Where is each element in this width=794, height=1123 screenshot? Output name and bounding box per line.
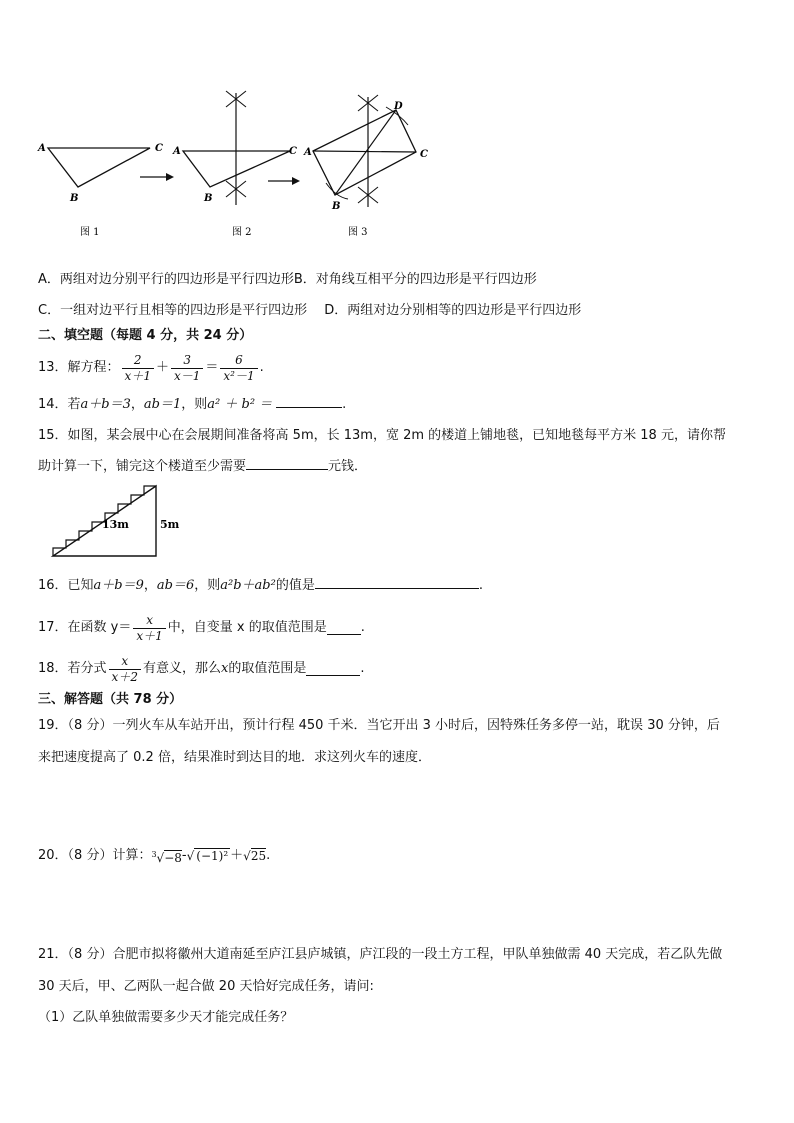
q15-answer-blank[interactable] [246, 457, 328, 470]
fig1-label-a: A [38, 143, 46, 154]
q18-suffix: 的取值范围是 [228, 661, 307, 676]
fig1-label-c: C [155, 143, 163, 154]
q14-expr-1: a＋b＝3 [80, 397, 131, 412]
question-13 [38, 348, 264, 388]
q14-prefix: 14．若 [38, 397, 81, 412]
q14-expr-3: a² ＋ b² ＝ [207, 397, 273, 412]
q17-fraction [133, 613, 165, 644]
fig1-label-b: B [70, 193, 79, 204]
q16-sep: ， [143, 578, 157, 593]
q16-expr-2: ab＝6 [156, 578, 195, 593]
fig2-caption: 图 2 [232, 227, 252, 238]
figure-3-parallelogram [303, 95, 428, 238]
fig3-label-c: C [420, 149, 428, 160]
q12-options-line1: A．两组对边分别平行的四边形是平行四边形B．对角线互相平分的四边形是平行四边形 [38, 272, 537, 287]
q13-equals: ＝ [205, 360, 219, 375]
q13-plus: ＋ [155, 360, 169, 375]
q16-expr-1: a＋b＝9 [93, 578, 144, 593]
q14-answer-blank[interactable] [276, 395, 342, 408]
q17-answer-blank[interactable] [327, 622, 361, 635]
q12-options-line2: C．一组对边平行且相等的四边形是平行四边形 D．两组对边分别相等的四边形是平行四边形 [38, 303, 582, 318]
section-2-title: 二、填空题（每题 4 分，共 24 分） [38, 328, 253, 343]
fig3-label-a: A [304, 147, 312, 158]
fig3-caption: 图 3 [348, 227, 368, 238]
q20-cube-root: $^3$√−8 [151, 849, 182, 865]
fig3-label-d: D [394, 101, 403, 112]
q18-answer-blank[interactable] [306, 663, 360, 676]
q17-prefix: 17．在函数 y＝ [38, 620, 132, 635]
q18-end: . [360, 661, 365, 676]
q15-line1: 15．如图，某会展中心在会展期间准备将高 5m，长 13m，宽 2m 的楼道上铺地毯，已知地毯每平方米 18 元，请你帮 [38, 428, 726, 443]
fig1-caption: 图 1 [80, 227, 100, 238]
q14-end: . [342, 397, 347, 412]
q20-sqrt2-radicand: 25 [250, 849, 267, 863]
q14-mid: ，则 [181, 397, 208, 412]
q20-prefix: 20．（8 分）计算： [38, 848, 152, 863]
staircase-height-label: 5m [160, 518, 180, 531]
q13-end: . [259, 360, 264, 375]
q14-sep: ， [130, 397, 144, 412]
q21-line2: 30 天后，甲、乙两队一起合做 20 天恰好完成任务，请问: [38, 979, 374, 994]
fig2-label-b: B [204, 193, 213, 204]
q17-numerator: x [133, 613, 165, 629]
question-17 [38, 608, 365, 648]
q16-expr-3: a²b＋ab² [220, 578, 276, 593]
q13-prefix: 13．解方程： [38, 360, 120, 375]
q20-sqrt: √ (−1)² [186, 849, 229, 863]
figure-2-triangle [172, 91, 297, 238]
q18-var: x [220, 661, 229, 676]
q16-prefix: 16．已知 [38, 578, 94, 593]
q20-plus: ＋ [230, 848, 244, 863]
q13-fraction-1 [122, 353, 154, 384]
q19-line2: 来把速度提高了 0.2 倍，结果准时到达目的地．求这列火车的速度． [38, 750, 431, 765]
question-18 [38, 649, 364, 689]
section-3-title: 三、解答题（共 78 分） [38, 692, 183, 707]
q13-f2-denominator: x－1 [173, 368, 201, 383]
staircase-figure [50, 482, 190, 562]
q13-f1-numerator: 2 [122, 353, 154, 369]
fig3-label-b: B [332, 201, 341, 212]
q13-f3-denominator: x²－1 [223, 368, 255, 383]
q20-minus: - [181, 848, 187, 863]
q19-line1: 19．（8 分）一列火车从车站开出，预计行程 450 千米．当它开出 3 小时后，因特殊任务多停一站，耽误 30 分钟，后 [38, 718, 720, 733]
figure-1-triangle [37, 143, 163, 238]
q17-suffix: 中，自变量 x 的取值范围是 [167, 620, 327, 635]
q18-prefix: 18．若分式 [38, 661, 107, 676]
q14-expr-2: ab＝1 [143, 397, 182, 412]
q16-suffix: 的值是 [275, 578, 315, 593]
fig2-label-c: C [289, 146, 297, 157]
q21-sub1: （1）乙队单独做需要多少天才能完成任务？ [38, 1010, 294, 1025]
q13-f3-numerator: 6 [220, 353, 257, 369]
q17-end: . [360, 620, 365, 635]
geometry-figures [30, 85, 450, 245]
question-16 [38, 576, 483, 596]
staircase-length-label: 13m [102, 518, 129, 531]
q20-sqrt-radicand: (−1)² [196, 849, 229, 863]
q16-end: . [478, 578, 483, 593]
q20-end: . [266, 848, 271, 863]
q13-fraction-2 [171, 353, 203, 384]
question-20 [38, 842, 270, 870]
q16-mid: ，则 [194, 578, 221, 593]
fig2-label-a: A [173, 146, 181, 157]
q13-fraction-3 [220, 353, 257, 384]
q15-line2-end: 元钱． [328, 459, 368, 474]
q13-f2-numerator: 3 [171, 353, 203, 369]
q18-denominator: x＋2 [111, 669, 138, 684]
q18-fraction [109, 654, 141, 685]
q13-f1-denominator: x＋1 [124, 368, 151, 383]
q15-line2-text: 助计算一下，铺完这个楼道至少需要 [38, 459, 247, 474]
q15-line2 [38, 457, 367, 477]
q21-line1: 21．（8 分）合肥市拟将徽州大道南延至庐江县庐城镇，庐江段的一段土方工程，甲队单独做需 40 天完成，若乙队先做 [38, 947, 723, 962]
q18-mid: 有意义，那么 [142, 661, 221, 676]
arrow-1 [140, 173, 174, 181]
q20-cbrt-radicand: −8 [164, 850, 182, 865]
q18-numerator: x [109, 654, 141, 670]
q17-denominator: x＋1 [136, 628, 163, 643]
arrow-2 [268, 177, 300, 185]
q16-answer-blank[interactable] [315, 576, 479, 589]
q20-sqrt-2: √25 [243, 849, 267, 863]
question-14 [38, 395, 346, 415]
